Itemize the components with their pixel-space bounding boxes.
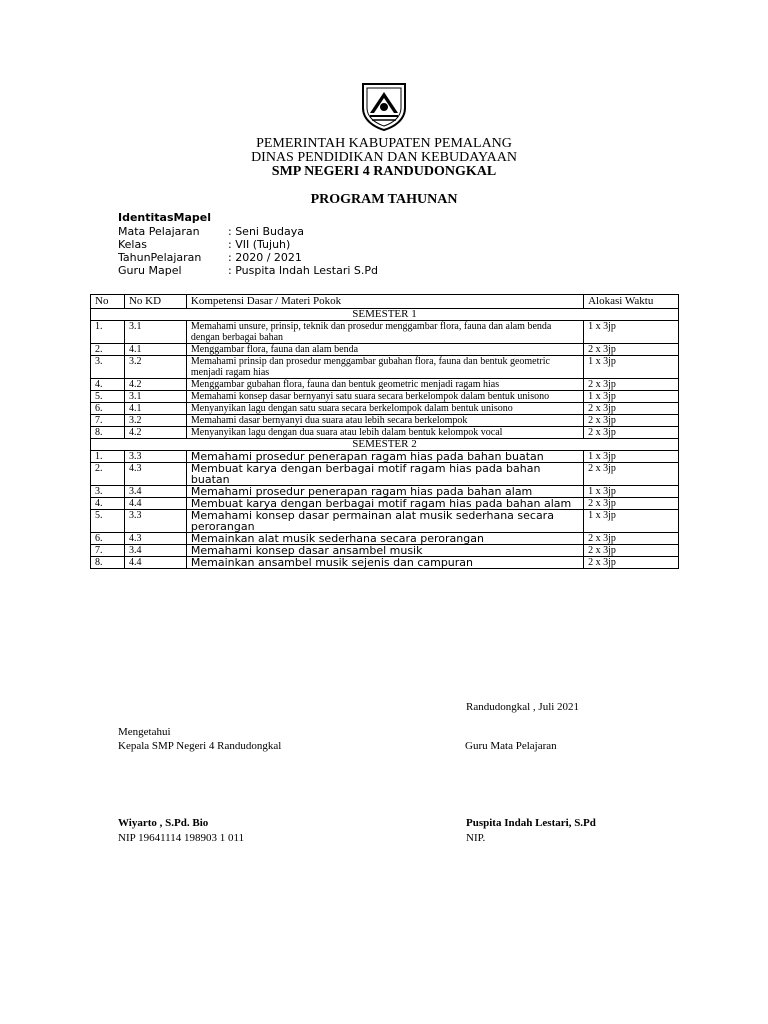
cell-alokasi: 2 x 3jp: [584, 403, 679, 415]
cell-alokasi: 2 x 3jp: [584, 533, 679, 545]
cell-no: 5.: [91, 510, 125, 533]
table-row: [91, 415, 679, 427]
identity-value: : Puspita Indah Lestari S.Pd: [228, 264, 378, 277]
cell-materi: Membuat karya dengan berbagai motif ragam hias pada bahan alam: [186, 498, 583, 510]
table-row: [91, 379, 679, 391]
cell-no: 3.: [91, 356, 125, 379]
cell-kd: 3.4: [124, 486, 186, 498]
table-row: [91, 451, 679, 463]
identity-heading: IdentitasMapel: [118, 211, 211, 224]
teacher-nip: NIP.: [466, 832, 486, 844]
cell-kd: 3.1: [124, 321, 186, 344]
identity-value: : VII (Tujuh): [228, 238, 291, 251]
principal-nip: NIP 19641114 198903 1 011: [118, 832, 245, 844]
program-title: PROGRAM TAHUNAN: [310, 192, 458, 207]
place-date: Randudongkal , Juli 2021: [466, 701, 580, 713]
table-row: [91, 463, 679, 486]
cell-no: 8.: [91, 557, 125, 569]
cell-no: 7.: [91, 545, 125, 557]
identity-row: [118, 225, 304, 238]
cell-alokasi: 2 x 3jp: [584, 463, 679, 486]
cell-alokasi: 2 x 3jp: [584, 379, 679, 391]
principal-title: Kepala SMP Negeri 4 Randudongkal: [118, 740, 282, 752]
header-school: SMP NEGERI 4 RANDUDONGKAL: [271, 164, 497, 179]
cell-no: 7.: [91, 415, 125, 427]
cell-materi: Menyanyikan lagu dengan dua suara atau lebih dalam bentuk kelompok vocal: [186, 427, 583, 439]
cell-no: 4.: [91, 498, 125, 510]
cell-kd: 3.3: [124, 451, 186, 463]
identity-label: TahunPelajaran: [118, 251, 202, 264]
cell-kd: 4.4: [124, 498, 186, 510]
cell-materi: Memahami prinsip dan prosedur menggambar gubahan flora, fauna dan bentuk geometric menjadi ragam hias: [186, 356, 583, 379]
identity-row: [118, 251, 302, 264]
semester-row: [91, 309, 679, 321]
cell-materi: Memahami prosedur penerapan ragam hias pada bahan buatan: [186, 451, 583, 463]
teacher-title: Guru Mata Pelajaran: [465, 740, 557, 752]
cell-materi: Menggambar flora, fauna dan alam benda: [186, 344, 583, 356]
semester-1-label: SEMESTER 1: [91, 309, 679, 321]
table-row: [91, 344, 679, 356]
identity-label: Kelas: [118, 238, 147, 251]
cell-kd: 4.2: [124, 427, 186, 439]
cell-materi: Menyanyikan lagu dengan satu suara secara berkelompok dalam bentuk unisono: [186, 403, 583, 415]
table-header-row: [91, 295, 679, 309]
table-row: [91, 356, 679, 379]
header-materi: Kompetensi Dasar / Materi Pokok: [186, 295, 583, 309]
cell-no: 6.: [91, 403, 125, 415]
cell-alokasi: 2 x 3jp: [584, 498, 679, 510]
cell-materi: Memahami unsure, prinsip, teknik dan prosedur menggambar flora, fauna dan alam benda dengan berbagai bahan: [186, 321, 583, 344]
semester-row: [91, 439, 679, 451]
header-no: No: [91, 295, 125, 309]
cell-no: 3.: [91, 486, 125, 498]
cell-kd: 4.3: [124, 463, 186, 486]
cell-kd: 3.1: [124, 391, 186, 403]
cell-kd: 3.4: [124, 545, 186, 557]
teacher-name: Puspita Indah Lestari, S.Pd: [466, 817, 596, 829]
pemalang-emblem-logo: [358, 80, 410, 132]
cell-no: 1.: [91, 451, 125, 463]
cell-alokasi: 2 x 3jp: [584, 344, 679, 356]
cell-alokasi: 1 x 3jp: [584, 321, 679, 344]
cell-alokasi: 1 x 3jp: [584, 391, 679, 403]
cell-no: 4.: [91, 379, 125, 391]
cell-materi: Memahami konsep dasar ansambel musik: [186, 545, 583, 557]
table-row: [91, 533, 679, 545]
cell-kd: 4.3: [124, 533, 186, 545]
cell-kd: 3.3: [124, 510, 186, 533]
cell-kd: 4.2: [124, 379, 186, 391]
header-government: PEMERINTAH KABUPATEN PEMALANG: [256, 136, 512, 151]
cell-alokasi: 2 x 3jp: [584, 427, 679, 439]
header-department: DINAS PENDIDIKAN DAN KEBUDAYAAN: [251, 150, 517, 165]
table-row: [91, 486, 679, 498]
cell-materi: Memahami konsep dasar permainan alat musik sederhana secara perorangan: [186, 510, 583, 533]
table-row: [91, 545, 679, 557]
identity-row: [118, 238, 290, 251]
cell-alokasi: 2 x 3jp: [584, 545, 679, 557]
table-row: [91, 557, 679, 569]
cell-materi: Memainkan ansambel musik sejenis dan campuran: [186, 557, 583, 569]
program-table: [90, 294, 679, 569]
cell-materi: Menggambar gubahan flora, fauna dan bentuk geometric menjadi ragam hias: [186, 379, 583, 391]
cell-materi: Memahami dasar bernyanyi dua suara atau lebih secara berkelompok: [186, 415, 583, 427]
identity-row: [118, 264, 378, 277]
principal-name: Wiyarto , S.Pd. Bio: [118, 817, 209, 829]
table-row: [91, 403, 679, 415]
identity-label: Mata Pelajaran: [118, 225, 200, 238]
cell-materi: Memahami prosedur penerapan ragam hias pada bahan alam: [186, 486, 583, 498]
cell-alokasi: 1 x 3jp: [584, 510, 679, 533]
cell-alokasi: 1 x 3jp: [584, 356, 679, 379]
header-kd: No KD: [124, 295, 186, 309]
cell-no: 1.: [91, 321, 125, 344]
semester-2-label: SEMESTER 2: [91, 439, 679, 451]
identity-value: : 2020 / 2021: [228, 251, 302, 264]
mengetahui-label: Mengetahui: [118, 726, 171, 738]
table-row: [91, 427, 679, 439]
cell-kd: 4.1: [124, 344, 186, 356]
table-row: [91, 391, 679, 403]
cell-no: 2.: [91, 463, 125, 486]
cell-materi: Memainkan alat musik sederhana secara perorangan: [186, 533, 583, 545]
cell-kd: 3.2: [124, 415, 186, 427]
cell-alokasi: 1 x 3jp: [584, 486, 679, 498]
cell-materi: Memahami konsep dasar bernyanyi satu suara secara berkelompok dalam bentuk unisono: [186, 391, 583, 403]
identity-label: Guru Mapel: [118, 264, 182, 277]
cell-alokasi: 1 x 3jp: [584, 451, 679, 463]
identity-value: : Seni Budaya: [228, 225, 304, 238]
cell-alokasi: 2 x 3jp: [584, 557, 679, 569]
cell-no: 6.: [91, 533, 125, 545]
semester-2-body: [91, 451, 679, 569]
cell-no: 8.: [91, 427, 125, 439]
cell-kd: 3.2: [124, 356, 186, 379]
table-row: [91, 498, 679, 510]
cell-alokasi: 2 x 3jp: [584, 415, 679, 427]
cell-materi: Membuat karya dengan berbagai motif ragam hias pada bahan buatan: [186, 463, 583, 486]
table-row: [91, 321, 679, 344]
cell-kd: 4.4: [124, 557, 186, 569]
cell-no: 5.: [91, 391, 125, 403]
cell-no: 2.: [91, 344, 125, 356]
cell-kd: 4.1: [124, 403, 186, 415]
table-row: [91, 510, 679, 533]
header-alokasi: Alokasi Waktu: [584, 295, 679, 309]
semester-1-body: [91, 321, 679, 439]
